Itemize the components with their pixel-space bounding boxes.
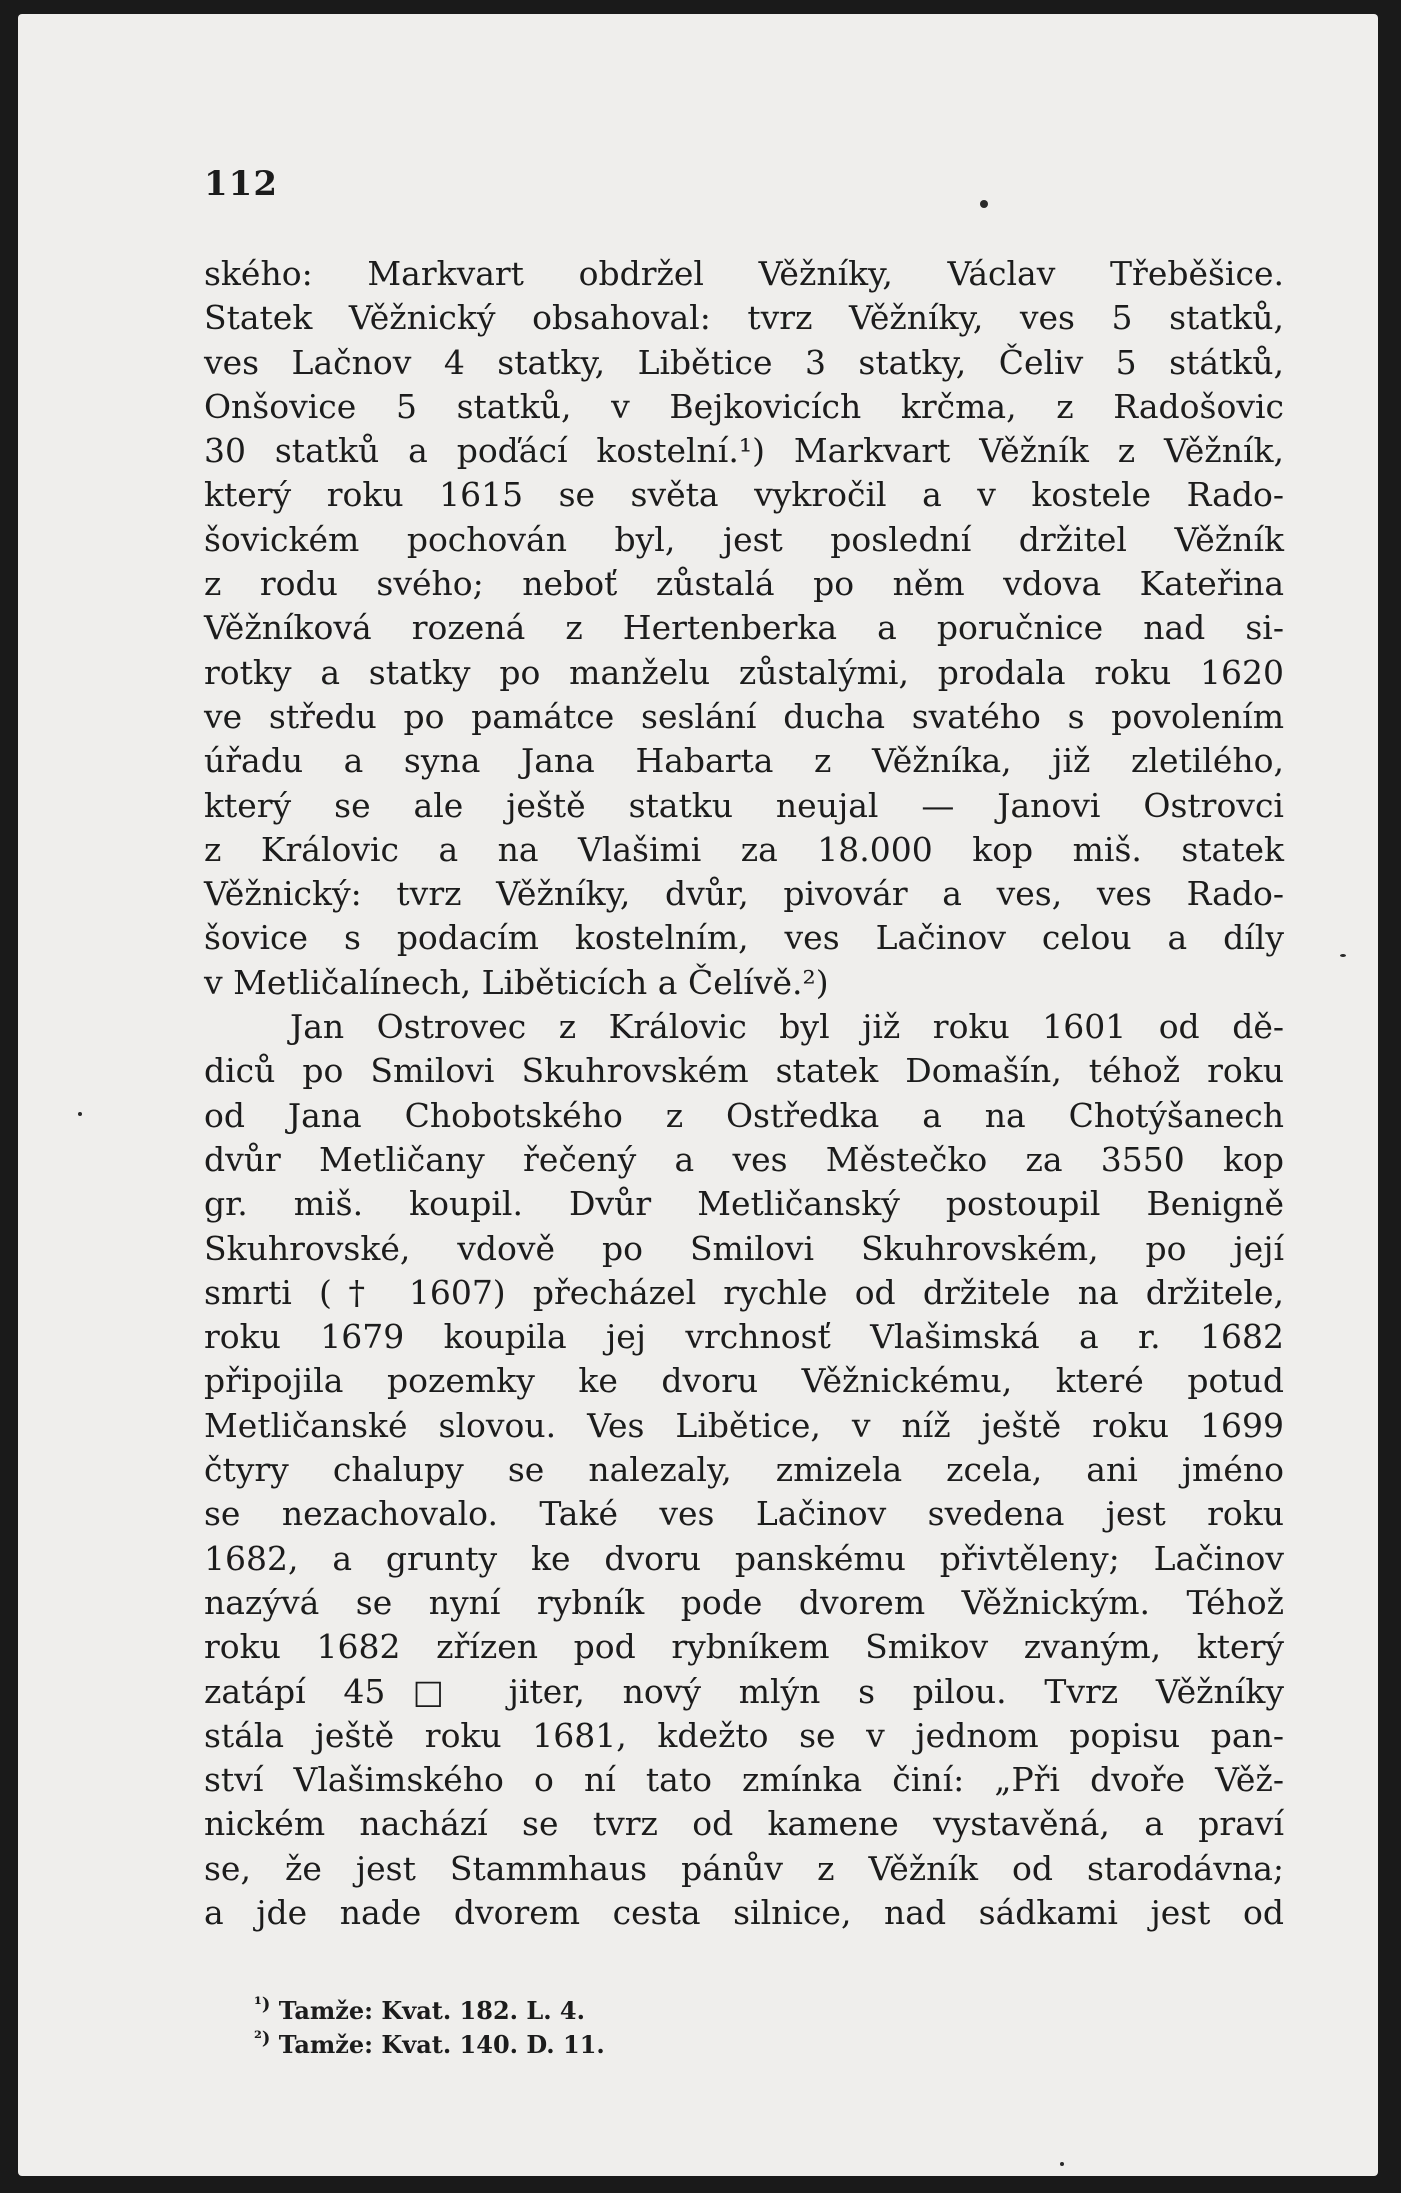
text-line: Věžníková rozená z Hertenberka a poručnice nad si-: [204, 608, 1284, 648]
text-line: šovice s podacím kostelním, ves Lačinov celou a díly: [204, 918, 1284, 958]
text-line: gr. miš. koupil. Dvůr Metličanský postoupil Benigně: [204, 1184, 1284, 1224]
body-text: [204, 252, 1284, 1935]
text-line: Jan Ostrovec z Královic byl již roku 1601 od dě-: [290, 1007, 1284, 1047]
text-line: šovickém pochován byl, jest poslední držitel Věžník: [204, 519, 1284, 559]
footnote-marker: ¹): [254, 1994, 271, 2015]
footnote-marker: ²): [254, 2028, 271, 2049]
scan-speck: [1060, 2162, 1064, 2166]
text-line: 1682, a grunty ke dvoru panskému přivtěleny; Lačinov: [204, 1538, 1284, 1578]
text-line: rotky a statky po manželu zůstalými, prodala roku 1620: [204, 652, 1284, 692]
scan-speck: [78, 1112, 82, 1116]
text-line: ve středu po památce seslání ducha svatého s povolením: [204, 696, 1284, 736]
scan-speck: [980, 200, 988, 208]
text-line: smrti († 1607) přecházel rychle od držitele na držitele,: [204, 1272, 1284, 1312]
text-line: Onšovice 5 statků, v Bejkovicích krčma, z Radošovic: [204, 386, 1284, 426]
footnote-text: Tamže: Kvat. 182. L. 4.: [278, 1996, 585, 2025]
text-line: roku 1679 koupila jej vrchnosť Vlašimská a r. 1682: [204, 1317, 1284, 1357]
footnotes: [254, 1994, 605, 2062]
text-line: diců po Smilovi Skuhrovském statek Domašín, téhož roku: [204, 1051, 1284, 1091]
text-line: a jde nade dvorem cesta silnice, nad sádkami jest od: [204, 1892, 1284, 1932]
text-line: dvůr Metličany řečený a ves Městečko za 3550 kop: [204, 1139, 1284, 1179]
text-line: připojila pozemky ke dvoru Věžnickému, které potud: [204, 1361, 1284, 1401]
text-line: Skuhrovské, vdově po Smilovi Skuhrovském, po její: [204, 1228, 1284, 1268]
text-line: ství Vlašimského o ní tato zmínka činí: „Při dvoře Věž-: [204, 1760, 1284, 1800]
text-line: Statek Věžnický obsahoval: tvrz Věžníky, ves 5 statků,: [204, 298, 1284, 338]
text-line: Metličanské slovou. Ves Libětice, v níž ještě roku 1699: [204, 1405, 1284, 1445]
book-page: [18, 14, 1378, 2176]
text-line: z rodu svého; neboť zůstalá po něm vdova Kateřina: [204, 564, 1284, 604]
footnote-text: Tamže: Kvat. 140. D. 11.: [278, 2030, 605, 2059]
scan-speck: [1340, 954, 1346, 957]
text-line: v Metličalínech, Liběticích a Čelívě.²): [204, 962, 829, 1002]
text-line: roku 1682 zřízen pod rybníkem Smikov zvaným, který: [204, 1627, 1284, 1667]
text-line: od Jana Chobotského z Ostředka a na Chotýšanech: [204, 1095, 1284, 1135]
text-line: který se ale ještě statku neujal — Janovi Ostrovci: [204, 785, 1284, 825]
page-number: 112: [204, 164, 278, 204]
text-line: který roku 1615 se světa vykročil a v kostele Rado-: [204, 475, 1284, 515]
text-line: nazývá se nyní rybník pode dvorem Věžnickým. Téhož: [204, 1582, 1284, 1622]
text-line: nickém nachází se tvrz od kamene vystavěná, a praví: [204, 1804, 1284, 1844]
text-line: 30 statků a poďácí kostelní.¹) Markvart Věžník z Věžník,: [204, 431, 1284, 471]
text-line: z Královic a na Vlašimi za 18.000 kop miš. statek: [204, 829, 1284, 869]
footnote-1: [254, 1994, 605, 2028]
text-line: ského: Markvart obdržel Věžníky, Václav Třeběšice.: [204, 254, 1284, 293]
text-line: zatápí 45□ jiter, nový mlýn s pilou. Tvrz Věžníky: [204, 1671, 1284, 1711]
text-line: úřadu a syna Jana Habarta z Věžníka, již zletilého,: [204, 741, 1284, 781]
text-line: stála ještě roku 1681, kdežto se v jednom popisu pan-: [204, 1715, 1284, 1755]
text-line: čtyry chalupy se nalezaly, zmizela zcela, ani jméno: [204, 1450, 1284, 1490]
text-line: se, že jest Stammhaus pánův z Věžník od starodávna;: [204, 1848, 1284, 1888]
footnote-2: [254, 2028, 605, 2062]
text-line: se nezachovalo. Také ves Lačinov svedena jest roku: [204, 1494, 1284, 1534]
text-line: Věžnický: tvrz Věžníky, dvůr, pivovár a ves, ves Rado-: [204, 874, 1284, 914]
text-line: ves Lačnov 4 statky, Libětice 3 statky, Čeliv 5 státků,: [204, 342, 1284, 382]
